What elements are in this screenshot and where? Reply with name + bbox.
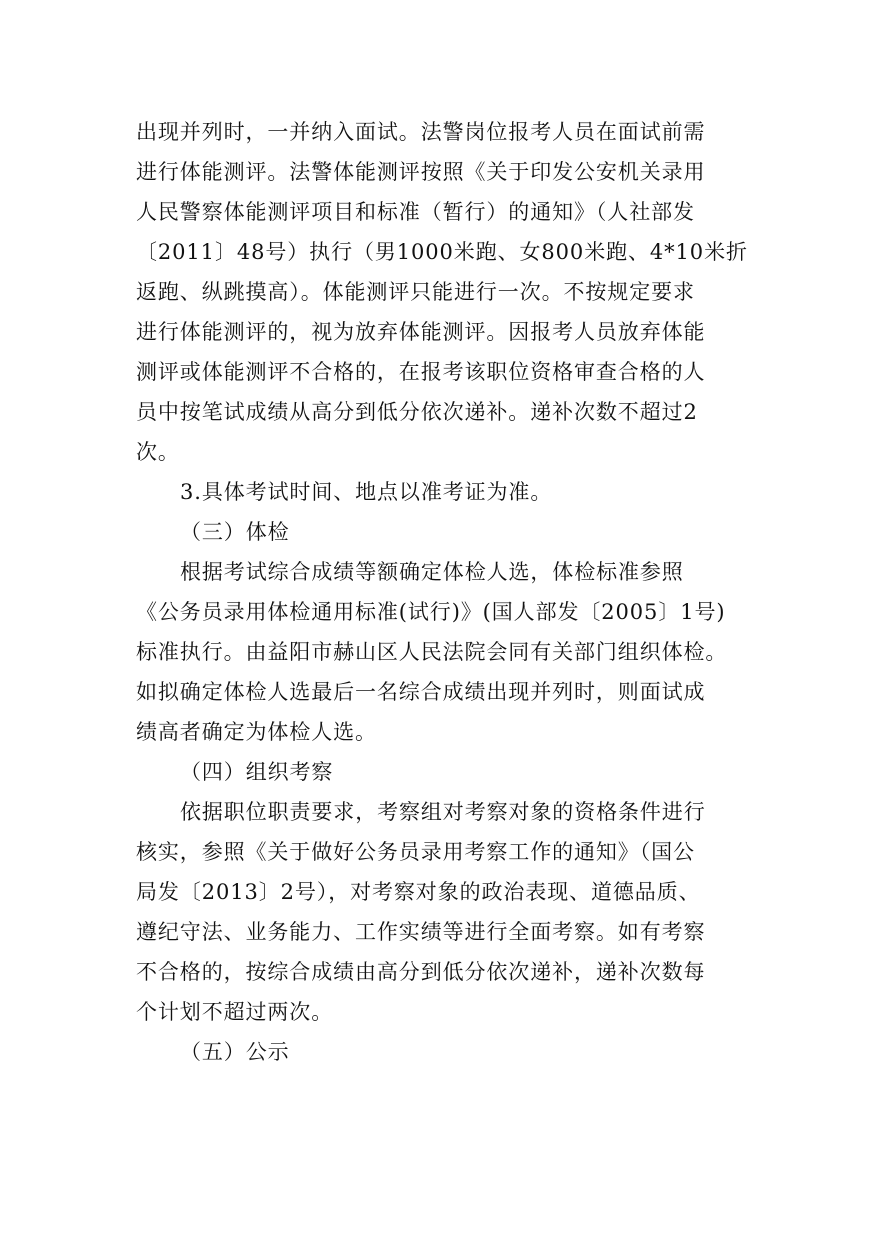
paragraph-inspection [136, 792, 748, 1032]
text-line: 测评或体能测评不合格的，在报考该职位资格审查合格的人 [136, 360, 706, 384]
text-line: 核实，参照《关于做好公务员录用考察工作的通知》（国公 [136, 840, 695, 864]
text-line: 如拟确定体检人选最后一名综合成绩出现并列时，则面试成 [136, 680, 706, 704]
text-line: 绩高者确定为体检人选。 [136, 720, 377, 744]
text-line: 依据职位职责要求，考察组对考察对象的资格条件进行 [180, 800, 706, 824]
text-line: 《公务员录用体检通用标准(试行)》(国人部发〔2005〕1号) [136, 600, 726, 624]
paragraph-police-fitness [136, 112, 748, 472]
text-line: 进行体能测评的，视为放弃体能测评。因报考人员放弃体能 [136, 320, 706, 344]
text-line: 不合格的，按综合成绩由高分到低分依次递补，递补次数每 [136, 960, 706, 984]
text-line: 根据考试综合成绩等额确定体检人选，体检标准参照 [180, 560, 684, 584]
section-heading-inspection: （四）组织考察 [180, 760, 334, 784]
text-line: 次。 [136, 440, 180, 464]
text-line: 局发〔2013〕2号），对考察对象的政治表现、道德品质、 [136, 880, 701, 904]
text-line: 遵纪守法、业务能力、工作实绩等进行全面考察。如有考察 [136, 920, 706, 944]
text-line: 返跑、纵跳摸高）。体能测评只能进行一次。不按规定要求 [136, 280, 695, 304]
text-line: 进行体能测评。法警体能测评按照《关于印发公安机关录用 [136, 160, 706, 184]
text-line: 个计划不超过两次。 [136, 1000, 334, 1024]
text-line: 〔2011〕48号）执行（男1000米跑、女800米跑、4*10米折 [136, 240, 748, 264]
item-3-exam-time: 3.具体考试时间、地点以准考证为准。 [180, 480, 553, 504]
text-line: 员中按笔试成绩从高分到低分依次递补。递补次数不超过2 [136, 400, 698, 424]
text-line: 人民警察体能测评项目和标准（暂行）的通知》（人社部发 [136, 200, 695, 224]
section-heading-publicity: （五）公示 [180, 1040, 290, 1064]
text-line: 标准执行。由益阳市赫山区人民法院会同有关部门组织体检。 [136, 640, 728, 664]
text-line: 出现并列时，一并纳入面试。法警岗位报考人员在面试前需 [136, 120, 706, 144]
document-body [136, 112, 748, 1072]
section-heading-physical-exam: （三）体检 [180, 520, 290, 544]
paragraph-physical-exam [136, 552, 748, 752]
